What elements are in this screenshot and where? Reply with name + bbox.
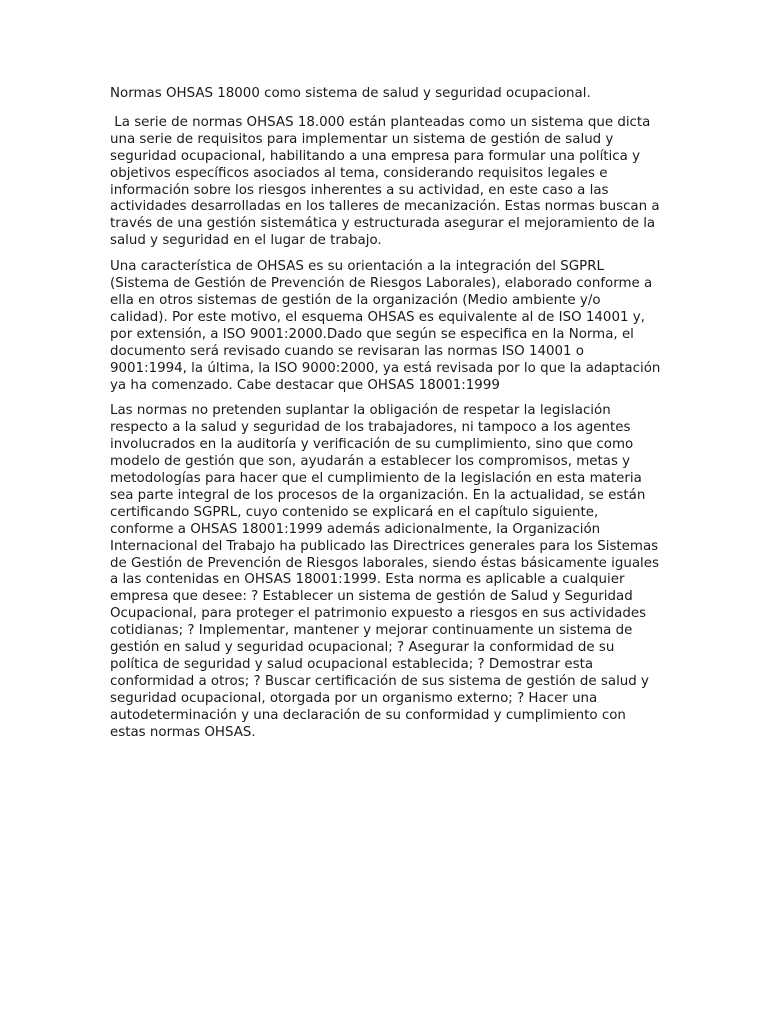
paragraph-norms-scope: Las normas no pretenden suplantar la obligación de respetar la legislación respecto a la salud y seguridad de los trabajadores, ni tampoco a los agentes involucrados en la auditoría y verificación de su cumplimiento, sino que como modelo de gestión que son, ayudarán a establecer los compromisos, metas y metodologías para hacer que el cumplimiento de la legislación en esta materia sea parte integral de los procesos de la organización. En la actualidad, se están certificando SGPRL, cuyo contenido se explicará en el capítulo siguiente, conforme a OHSAS 18001:1999 además adicionalmente, la Organización Internacional del Trabajo ha publicado las Directrices generales para los Sistemas de Gestión de Prevención de Riesgos laborales, siendo éstas básicamente iguales a las contenidas en OHSAS 18001:1999. Esta norma es aplicable a cualquier empresa que desee: ? Establecer un sistema de gestión de Salud y Seguridad Ocupacional, para proteger el patrimonio expuesto a riesgos en sus actividades cotidianas; ? Implementar, mantener y mejorar continuamente un sistema de gestión en salud y seguridad ocupacional; ? Asegurar la conformidad de su política de seguridad y salud ocupacional establecida; ? Demostrar esta conformidad a otros; ? Buscar certificación de sus sistema de gestión de salud y seguridad ocupacional, otorgada por un organismo externo; ? Hacer una autodeterminación y una declaración de su conformidad y cumplimiento con estas normas OHSAS. xyxy=(110,403,659,740)
paragraph-characteristic: Una característica de OHSAS es su orientación a la integración del SGPRL (Sistema de Gestión de Prevención de Riesgos Laborales), elaborado conforme a ella en otros sistemas de gestión de la organización (Medio ambiente y/o calidad). Por este motivo, el esquema OHSAS es equivalente al de ISO 14001 y, por extensión, a ISO 9001:2000.Dado que según se especifica en la Norma, el documento será revisado cuando se revisaran las normas ISO 14001 o 9001:1994, la última, la ISO 9000:2000, ya está revisada por lo que la adaptación ya ha comenzado. Cabe destacar que OHSAS 18001:1999 xyxy=(110,259,661,393)
document-page xyxy=(110,86,662,751)
document-title: Normas OHSAS 18000 como sistema de salud y seguridad ocupacional. xyxy=(110,86,591,101)
paragraph-intro: La serie de normas OHSAS 18.000 están planteadas como un sistema que dicta una serie de requisitos para implementar un sistema de gestión de salud y seguridad ocupacional, habilitando a una empresa para formular una política y objetivos específicos asociados al tema, considerando requisitos legales e información sobre los riesgos inherentes a su actividad, en este caso a las actividades desarrolladas en los talleres de mecanización. Estas normas buscan a través de una gestión sistemática y estructurada asegurar el mejoramiento de la salud y seguridad en el lugar de trabajo. xyxy=(110,114,664,249)
